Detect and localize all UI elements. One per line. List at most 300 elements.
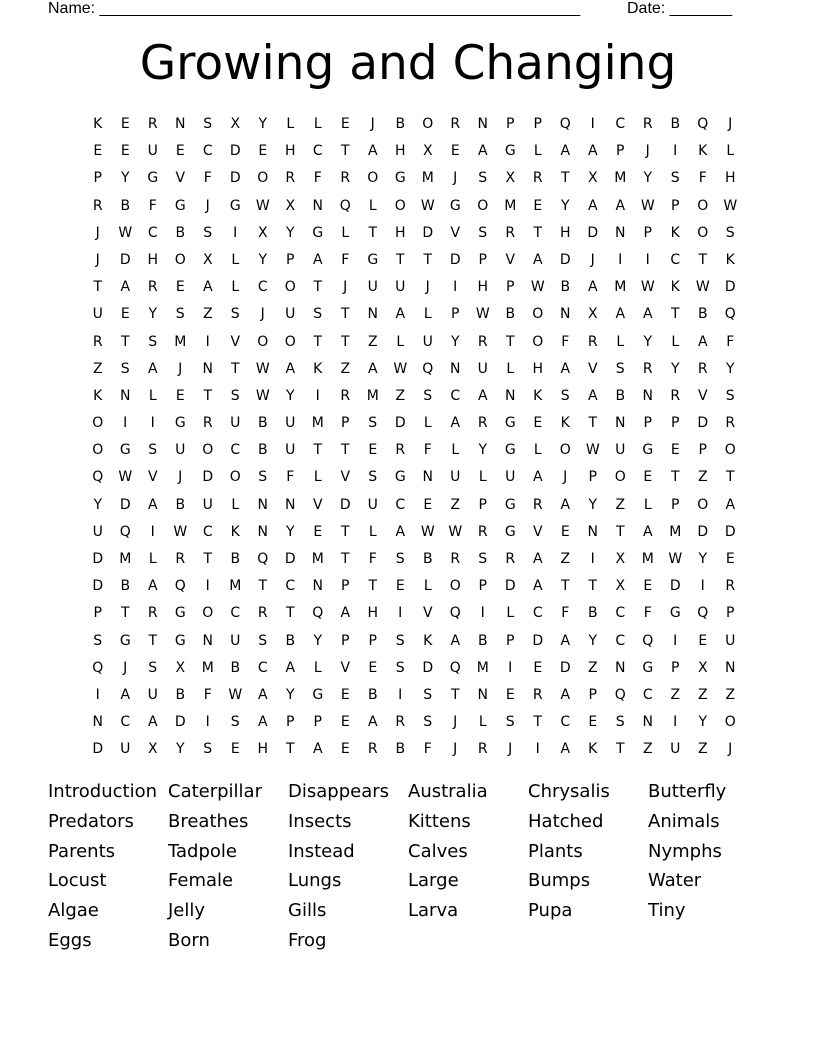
grid-letter: N [175,116,186,132]
word-list-item: Kittens [408,810,471,832]
word-list-item: Plants [528,840,583,862]
grid-letter: E [423,496,433,513]
grid-row [84,628,744,655]
grid-letter: S [93,632,103,649]
grid-letter: Z [697,686,708,703]
grid-letter: S [670,170,680,187]
word-list-item: Eggs [48,929,92,951]
grid-row [84,274,744,301]
grid-letter: Z [670,686,681,703]
grid-letter: O [284,279,296,296]
grid-letter: K [230,523,240,540]
grid-letter: R [285,170,296,187]
grid-letter: B [230,659,241,676]
grid-letter: J [95,224,100,241]
grid-letter: R [587,333,598,350]
grid-letter: N [505,387,516,404]
grid-letter: Z [587,659,598,676]
grid-letter: V [532,523,543,540]
grid-row [84,519,744,546]
grid-letter: L [286,116,295,132]
grid-letter: A [532,469,543,486]
grid-letter: F [203,686,212,703]
grid-letter: L [313,116,322,132]
grid-letter: S [423,714,433,731]
grid-letter: L [231,251,240,268]
grid-letter: G [642,659,654,676]
grid-letter: Z [92,360,103,377]
grid-letter: N [560,306,571,323]
grid-letter: O [202,442,214,459]
grid-letter: Z [615,496,626,513]
grid-letter: B [257,415,268,432]
grid-letter: P [478,578,487,595]
grid-letter: P [506,279,515,296]
grid-letter: T [313,333,323,350]
grid-letter: T [340,442,350,459]
grid-letter: C [670,251,681,268]
grid-letter: T [340,523,350,540]
grid-letter: A [147,496,158,513]
grid-letter: Y [588,632,598,649]
grid-letter: B [175,686,186,703]
grid-letter: N [312,578,323,595]
grid-letter: P [451,306,460,323]
grid-letter: W [420,197,435,214]
grid-letter: A [120,279,131,296]
word-list-item: Gills [288,900,327,922]
grid-letter: R [395,714,406,731]
grid-letter: P [341,578,350,595]
grid-letter: T [533,714,543,731]
grid-letter: E [175,143,185,160]
grid-letter: S [423,686,433,703]
grid-letter: O [284,333,296,350]
grid-letter: O [202,605,214,622]
grid-letter: A [340,605,351,622]
grid-letter: T [423,251,433,268]
grid-letter: G [119,632,131,649]
grid-letter: G [312,686,324,703]
grid-letter: H [394,143,406,160]
grid-letter: F [698,170,707,187]
grid-letter: U [505,469,516,486]
grid-letter: A [285,659,296,676]
grid-letter: I [673,143,678,160]
grid-letter: O [257,170,269,187]
grid-letter: N [450,360,461,377]
grid-letter: W [448,523,463,540]
grid-letter: A [257,686,268,703]
grid-row [84,600,744,627]
grid-letter: L [313,659,322,676]
grid-letter: R [670,387,681,404]
grid-letter: T [533,224,543,241]
grid-letter: S [423,387,433,404]
grid-letter: A [560,686,571,703]
grid-letter: A [312,251,323,268]
grid-letter: R [92,333,103,350]
grid-letter: M [311,415,324,432]
grid-letter: W [255,360,270,377]
grid-letter: T [340,143,350,160]
grid-letter: R [92,197,103,214]
grid-letter: Q [697,605,709,622]
grid-letter: Y [450,333,460,350]
grid-letter: F [561,605,570,622]
grid-letter: A [532,551,543,567]
grid-letter: P [341,632,350,649]
grid-letter: G [174,415,186,432]
grid-letter: K [670,224,680,241]
grid-row [84,247,744,274]
grid-letter: W [255,387,270,404]
grid-letter: E [533,415,543,432]
grid-letter: A [202,279,213,296]
grid-letter: L [423,578,432,595]
grid-letter: S [560,387,570,404]
grid-letter: I [480,605,485,622]
word-list-item: Instead [288,840,355,862]
grid-letter: C [120,714,131,731]
grid-letter: G [504,143,516,160]
grid-letter: R [477,333,488,350]
grid-letter: F [643,605,652,622]
grid-letter: S [258,469,268,486]
word-list-row [48,866,768,896]
grid-letter: S [615,714,625,731]
grid-letter: P [506,632,515,649]
word-list-item: Calves [408,840,468,862]
grid-letter: H [559,224,571,241]
grid-letter: Q [449,605,461,622]
grid-letter: Q [559,116,571,132]
grid-letter: S [203,116,213,132]
grid-letter: G [229,197,241,214]
grid-letter: M [504,197,517,214]
grid-letter: P [533,116,542,132]
grid-letter: S [230,387,240,404]
grid-letter: T [285,605,295,622]
grid-letter: U [285,415,296,432]
grid-letter: K [725,251,735,268]
grid-letter: Z [395,387,406,404]
grid-letter: E [120,116,130,132]
grid-letter: G [669,605,681,622]
grid-letter: D [559,659,571,676]
word-list-item: Lungs [288,870,342,892]
grid-letter: D [394,415,406,432]
grid-letter: W [640,279,655,296]
grid-letter: S [148,333,158,350]
grid-letter: G [504,442,516,459]
grid-letter: W [420,523,435,540]
grid-letter: D [724,279,736,296]
grid-letter: S [313,306,323,323]
grid-letter: W [228,686,243,703]
grid-letter: I [508,659,513,676]
grid-row [84,492,744,519]
grid-letter: U [422,333,433,350]
grid-letter: M [669,523,682,540]
grid-letter: E [588,714,598,731]
grid-letter: Z [450,496,461,513]
grid-row [84,220,744,247]
grid-letter: N [312,197,323,214]
grid-letter: D [532,632,544,649]
grid-letter: R [477,415,488,432]
grid-letter: U [395,279,406,296]
grid-letter: N [202,632,213,649]
grid-letter: T [560,170,570,187]
grid-letter: E [93,143,103,160]
grid-letter: X [202,251,213,268]
grid-letter: W [118,469,133,486]
grid-letter: A [532,578,543,595]
grid-letter: A [120,686,131,703]
grid-letter: V [697,387,708,404]
grid-letter: C [615,116,626,132]
grid-letter: H [284,143,296,160]
grid-letter: G [174,605,186,622]
grid-letter: T [120,605,130,622]
grid-letter: T [203,387,213,404]
grid-letter: A [285,360,296,377]
grid-letter: E [340,686,350,703]
grid-letter: I [590,116,595,132]
grid-letter: R [642,360,653,377]
grid-letter: L [368,197,377,214]
grid-letter: S [478,170,488,187]
grid-letter: S [148,659,158,676]
word-list-item: Nymphs [648,840,722,862]
grid-letter: S [148,442,158,459]
grid-letter: I [618,251,623,268]
grid-letter: W [668,551,683,567]
grid-letter: O [532,333,544,350]
grid-letter: W [585,442,600,459]
grid-letter: G [504,415,516,432]
grid-letter: T [615,741,625,758]
grid-letter: P [506,116,515,132]
grid-letter: L [506,605,515,622]
grid-letter: D [229,170,241,187]
grid-letter: U [175,442,186,459]
grid-letter: X [615,578,626,595]
grid-letter: Y [588,496,598,513]
grid-letter: T [340,551,350,567]
grid-letter: W [695,279,710,296]
grid-letter: X [175,659,186,676]
grid-letter: C [147,224,158,241]
word-list-item: Introduction [48,781,158,802]
grid-row [84,356,744,383]
grid-letter: S [505,714,515,731]
grid-letter: H [394,224,406,241]
grid-letter: T [93,279,103,296]
grid-letter: X [285,197,296,214]
grid-letter: N [257,523,268,540]
grid-letter: P [313,714,322,731]
grid-letter: Q [449,659,461,676]
grid-letter: L [506,360,515,377]
grid-letter: H [724,170,736,187]
grid-letter: U [367,279,378,296]
grid-letter: R [725,578,736,595]
grid-letter: A [257,714,268,731]
grid-letter: O [367,170,379,187]
grid-letter: V [175,170,186,187]
grid-letter: Y [698,551,708,567]
grid-letter: P [698,442,707,459]
grid-row [84,138,744,165]
grid-letter: C [395,496,406,513]
grid-letter: P [93,170,102,187]
grid-letter: T [340,306,350,323]
grid-letter: F [561,333,570,350]
grid-letter: O [697,197,709,214]
grid-letter: G [147,170,159,187]
grid-letter: V [340,659,351,676]
grid-letter: A [560,360,571,377]
grid-letter: L [148,387,157,404]
grid-letter: O [449,578,461,595]
grid-letter: B [395,741,406,758]
grid-letter: A [147,360,158,377]
grid-letter: A [367,143,378,160]
grid-letter: M [119,551,132,567]
grid-letter: Q [257,551,269,567]
grid-letter: E [175,279,185,296]
grid-letter: N [642,714,653,731]
grid-letter: H [257,741,269,758]
word-list-row [48,926,768,956]
grid-letter: Z [725,686,736,703]
grid-letter: O [477,197,489,214]
grid-letter: T [368,224,378,241]
grid-letter: A [450,415,461,432]
grid-letter: T [505,333,515,350]
grid-letter: I [398,605,403,622]
grid-letter: I [205,714,210,731]
grid-letter: O [532,306,544,323]
grid-letter: Y [285,686,295,703]
grid-letter: X [697,659,708,676]
grid-letter: S [230,714,240,731]
grid-letter: M [614,279,627,296]
grid-letter: P [341,415,350,432]
grid-letter: E [368,442,378,459]
grid-letter: S [725,224,735,241]
grid-letter: R [642,116,653,132]
grid-letter: R [340,170,351,187]
grid-letter: Y [670,360,680,377]
grid-letter: B [367,686,378,703]
word-list-item: Breathes [168,810,249,832]
grid-letter: M [174,333,187,350]
grid-row [84,573,744,600]
grid-letter: S [395,659,405,676]
grid-letter: G [504,523,516,540]
grid-letter: R [532,170,543,187]
grid-letter: S [203,741,213,758]
grid-letter: L [478,469,487,486]
grid-letter: J [728,741,733,758]
grid-letter: D [449,251,461,268]
grid-letter: L [643,496,652,513]
grid-letter: I [453,279,458,296]
grid-letter: S [203,224,213,241]
grid-letter: P [588,469,597,486]
grid-letter: X [147,741,158,758]
grid-letter: A [395,523,406,540]
grid-letter: T [588,415,598,432]
grid-letter: C [615,605,626,622]
grid-letter: E [313,523,323,540]
grid-letter: D [559,251,571,268]
grid-letter: W [530,279,545,296]
grid-letter: D [669,578,681,595]
grid-letter: A [725,496,736,513]
grid-letter: U [230,632,241,649]
grid-letter: C [230,605,241,622]
grid-letter: I [398,686,403,703]
grid-letter: E [643,469,653,486]
grid-letter: K [93,116,103,132]
grid-letter: S [478,224,488,241]
grid-letter: D [229,143,241,160]
grid-letter: F [148,197,157,214]
grid-letter: Q [422,360,434,377]
grid-letter: T [725,469,735,486]
grid-letter: R [450,551,461,567]
grid-letter: F [726,333,735,350]
grid-letter: B [175,496,186,513]
grid-letter: X [505,170,516,187]
grid-letter: Q [697,116,709,132]
grid-letter: X [257,224,268,241]
grid-letter: R [367,741,378,758]
grid-letter: J [728,116,733,132]
grid-letter: C [642,686,653,703]
word-list-item: Larva [408,900,459,922]
grid-letter: U [285,306,296,323]
grid-letter: V [340,469,351,486]
grid-letter: G [394,170,406,187]
grid-letter: Z [642,741,653,758]
grid-letter: S [368,469,378,486]
word-list-item: Pupa [528,900,573,922]
grid-letter: O [697,496,709,513]
grid-letter: S [230,306,240,323]
grid-row [84,736,744,763]
grid-letter: N [477,686,488,703]
grid-letter: L [451,442,460,459]
grid-letter: Y [478,442,488,459]
grid-letter: B [395,116,406,132]
grid-letter: P [368,632,377,649]
grid-letter: E [175,387,185,404]
word-list-item: Female [168,870,234,892]
grid-letter: K [698,143,708,160]
grid-letter: D [92,578,104,595]
grid-letter: T [313,279,323,296]
grid-letter: E [450,143,460,160]
grid-letter: N [615,224,626,241]
grid-letter: E [670,442,680,459]
grid-row [84,410,744,437]
word-list-row [48,777,768,807]
